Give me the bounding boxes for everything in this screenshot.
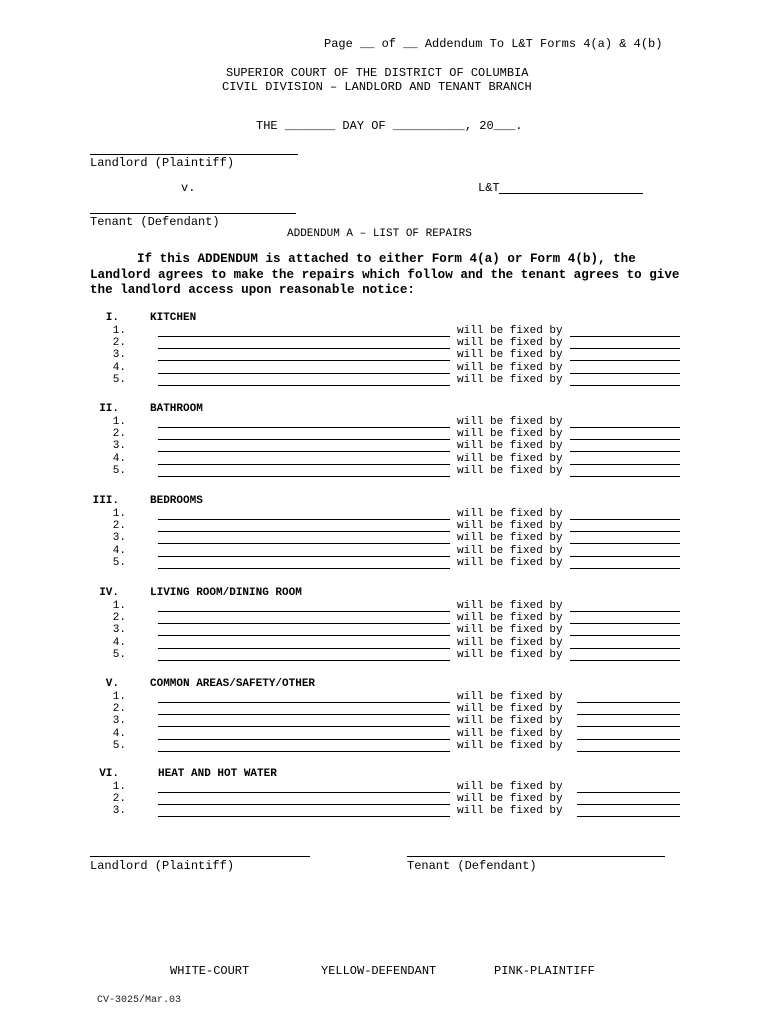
section-numeral: V. [105, 678, 119, 690]
repair-row-number: 2. [112, 703, 126, 715]
fixed-by-label: will be fixed by [457, 805, 570, 818]
fixed-by-label: will be fixed by [457, 544, 563, 557]
section-numeral: IV. [99, 587, 119, 599]
repair-description-blank[interactable] [158, 385, 450, 386]
fixed-by-label: will be fixed by [457, 452, 563, 465]
fixed-by-date-blank[interactable] [570, 476, 680, 477]
fixed-by-date-blank[interactable] [570, 336, 680, 337]
fixed-by-date-blank[interactable] [570, 373, 680, 374]
repair-row-number: 1. [112, 780, 126, 793]
repair-description-blank[interactable] [158, 702, 450, 703]
repair-row-number: 1. [112, 599, 126, 612]
repair-row-number: 2. [112, 428, 126, 440]
fixed-by-date-blank[interactable] [577, 739, 680, 740]
repair-row-number: 1. [112, 415, 126, 428]
fixed-by-label: will be fixed by [457, 703, 570, 715]
fixed-by-label: will be fixed by [457, 507, 563, 520]
repair-row-number: 4. [112, 452, 126, 465]
repair-description-blank[interactable] [158, 543, 450, 544]
repair-description-blank[interactable] [158, 635, 450, 636]
section-numeral: VI. [99, 768, 119, 780]
repair-description-blank[interactable] [158, 714, 450, 715]
fixed-by-label: will be fixed by [457, 415, 563, 428]
repair-description-blank[interactable] [158, 531, 450, 532]
versus-label: v. [181, 181, 196, 195]
section-title: LIVING ROOM/DINING ROOM [150, 587, 302, 599]
section-title: HEAT AND HOT WATER [158, 768, 277, 780]
copy-yellow-defendant: YELLOW-DEFENDANT [321, 964, 437, 978]
fixed-by-date-blank[interactable] [577, 816, 680, 817]
repair-row-number: 3. [112, 805, 126, 818]
repair-row-number: 2. [112, 612, 126, 624]
fixed-by-date-blank[interactable] [570, 611, 680, 612]
section-title: COMMON AREAS/SAFETY/OTHER [150, 678, 316, 690]
fixed-by-date-blank[interactable] [570, 519, 680, 520]
section-title: KITCHEN [150, 312, 197, 324]
repair-row-number: 4. [112, 636, 126, 649]
repair-row-number: 1. [112, 507, 126, 520]
repair-description-blank[interactable] [158, 556, 450, 557]
repair-row-number: 3. [112, 349, 126, 362]
repair-row-number: 1. [112, 690, 126, 703]
fixed-by-label: will be fixed by [457, 599, 563, 612]
repair-row-number: 1. [112, 324, 126, 337]
fixed-by-date-blank[interactable] [577, 751, 680, 752]
repair-description-blank[interactable] [158, 464, 450, 465]
tenant-signature-line[interactable] [407, 856, 665, 857]
fixed-by-label: will be fixed by [457, 374, 563, 387]
fixed-by-date-blank[interactable] [570, 464, 680, 465]
fixed-by-label: will be fixed by [457, 337, 563, 349]
fixed-by-label: will be fixed by [457, 636, 563, 649]
repair-description-blank[interactable] [158, 751, 450, 752]
fixed-by-date-blank[interactable] [570, 568, 680, 569]
repair-row-number: 5. [112, 465, 126, 478]
form-id: CV-3025/Mar.03 [97, 995, 182, 1006]
landlord-signature-line[interactable] [90, 856, 310, 857]
court-division: CIVIL DIVISION – LANDLORD AND TENANT BRANCH [222, 80, 532, 94]
fixed-by-date-blank[interactable] [570, 360, 680, 361]
lt-number-label: L&T [478, 181, 500, 195]
fixed-by-label: will be fixed by [457, 649, 563, 662]
fixed-by-date-blank[interactable] [570, 543, 680, 544]
repair-description-blank[interactable] [158, 360, 450, 361]
repair-description-blank[interactable] [158, 660, 450, 661]
repair-description-blank[interactable] [158, 451, 450, 452]
repair-description-blank[interactable] [158, 568, 450, 569]
fixed-by-date-blank[interactable] [570, 385, 680, 386]
repair-row-number: 4. [112, 361, 126, 374]
repair-row-number: 3. [112, 532, 126, 545]
fixed-by-label: will be fixed by [457, 361, 563, 374]
repair-description-blank[interactable] [158, 623, 450, 624]
fixed-by-date-blank[interactable] [570, 427, 680, 428]
fixed-by-label: will be fixed by [457, 428, 563, 440]
court-name: SUPERIOR COURT OF THE DISTRICT OF COLUMBIA [226, 66, 529, 80]
fixed-by-label: will be fixed by [457, 532, 563, 545]
fixed-by-label: will be fixed by [457, 612, 563, 624]
fixed-by-label: will be fixed by [457, 349, 563, 362]
landlord-signature-label: Landlord (Plaintiff) [90, 859, 235, 873]
fixed-by-label: will be fixed by [457, 624, 563, 637]
repair-row-number: 4. [112, 727, 126, 740]
repair-description-blank[interactable] [158, 792, 450, 793]
fixed-by-date-blank[interactable] [577, 726, 680, 727]
lt-number-blank[interactable] [499, 193, 643, 194]
repair-description-blank[interactable] [158, 519, 450, 520]
section-title: BEDROOMS [150, 495, 203, 507]
fixed-by-date-blank[interactable] [570, 348, 680, 349]
repair-description-blank[interactable] [158, 739, 450, 740]
landlord-caption-blank[interactable] [90, 154, 298, 155]
section-title: BATHROOM [150, 403, 203, 415]
fixed-by-date-blank[interactable] [570, 648, 680, 649]
repair-row-number: 5. [112, 374, 126, 387]
repair-row-number: 5. [112, 557, 126, 570]
tenant-caption-label: Tenant (Defendant) [90, 215, 220, 229]
repair-row-number: 5. [112, 649, 126, 662]
repair-description-blank[interactable] [158, 476, 450, 477]
fixed-by-label: will be fixed by [457, 715, 570, 728]
fixed-by-date-blank[interactable] [570, 556, 680, 557]
tenant-signature-label: Tenant (Defendant) [407, 859, 537, 873]
section-numeral: I. [105, 312, 119, 324]
repair-description-blank[interactable] [158, 427, 450, 428]
fixed-by-date-blank[interactable] [570, 439, 680, 440]
repair-row-number: 4. [112, 544, 126, 557]
repair-row-number: 3. [112, 440, 126, 453]
fixed-by-date-blank[interactable] [570, 635, 680, 636]
landlord-caption-label: Landlord (Plaintiff) [90, 156, 235, 170]
fixed-by-label: will be fixed by [457, 465, 563, 478]
fixed-by-date-blank[interactable] [570, 531, 680, 532]
fixed-by-label: will be fixed by [457, 520, 563, 532]
fixed-by-label: will be fixed by [457, 440, 563, 453]
repair-description-blank[interactable] [158, 373, 450, 374]
repair-row-number: 2. [112, 520, 126, 532]
fixed-by-label: will be fixed by [457, 690, 570, 703]
fixed-by-date-blank[interactable] [577, 792, 680, 793]
section-numeral: III. [92, 495, 119, 507]
repair-description-blank[interactable] [158, 336, 450, 337]
repair-row-number: 2. [112, 793, 126, 805]
fixed-by-date-blank[interactable] [570, 451, 680, 452]
repair-row-number: 3. [112, 715, 126, 728]
fixed-by-date-blank[interactable] [577, 702, 680, 703]
fixed-by-label: will be fixed by [457, 740, 570, 753]
addendum-title: ADDENDUM A – LIST OF REPAIRS [287, 228, 472, 240]
repair-description-blank[interactable] [158, 611, 450, 612]
repair-row-number: 3. [112, 624, 126, 637]
tenant-caption-blank[interactable] [90, 213, 296, 214]
fixed-by-date-blank[interactable] [577, 714, 680, 715]
page-count-line: Page __ of __ Addendum To L&T Forms 4(a) & 4(b) [324, 37, 663, 51]
date-line: THE _______ DAY OF __________, 20___. [256, 119, 523, 133]
fixed-by-label: will be fixed by [457, 780, 570, 793]
repair-description-blank[interactable] [158, 439, 450, 440]
section-numeral: II. [99, 403, 119, 415]
repair-description-blank[interactable] [158, 348, 450, 349]
fixed-by-date-blank[interactable] [577, 804, 680, 805]
copy-pink-plaintiff: PINK-PLAINTIFF [494, 964, 595, 978]
repair-description-blank[interactable] [158, 804, 450, 805]
fixed-by-label: will be fixed by [457, 557, 563, 570]
fixed-by-date-blank[interactable] [570, 623, 680, 624]
intro-paragraph: If this ADDENDUM is attached to either Form 4(a) or Form 4(b), the Landlord agrees to make the repairs which follow and the tenant agrees to give the landlord access upon reasonable notice: [90, 252, 680, 297]
repair-description-blank[interactable] [158, 726, 450, 727]
repair-description-blank[interactable] [158, 816, 450, 817]
fixed-by-label: will be fixed by [457, 727, 570, 740]
fixed-by-label: will be fixed by [457, 324, 563, 337]
fixed-by-date-blank[interactable] [570, 660, 680, 661]
repair-row-number: 2. [112, 337, 126, 349]
repair-row-number: 5. [112, 740, 126, 753]
fixed-by-label: will be fixed by [457, 793, 570, 805]
repair-description-blank[interactable] [158, 648, 450, 649]
copy-white-court: WHITE-COURT [170, 964, 250, 978]
